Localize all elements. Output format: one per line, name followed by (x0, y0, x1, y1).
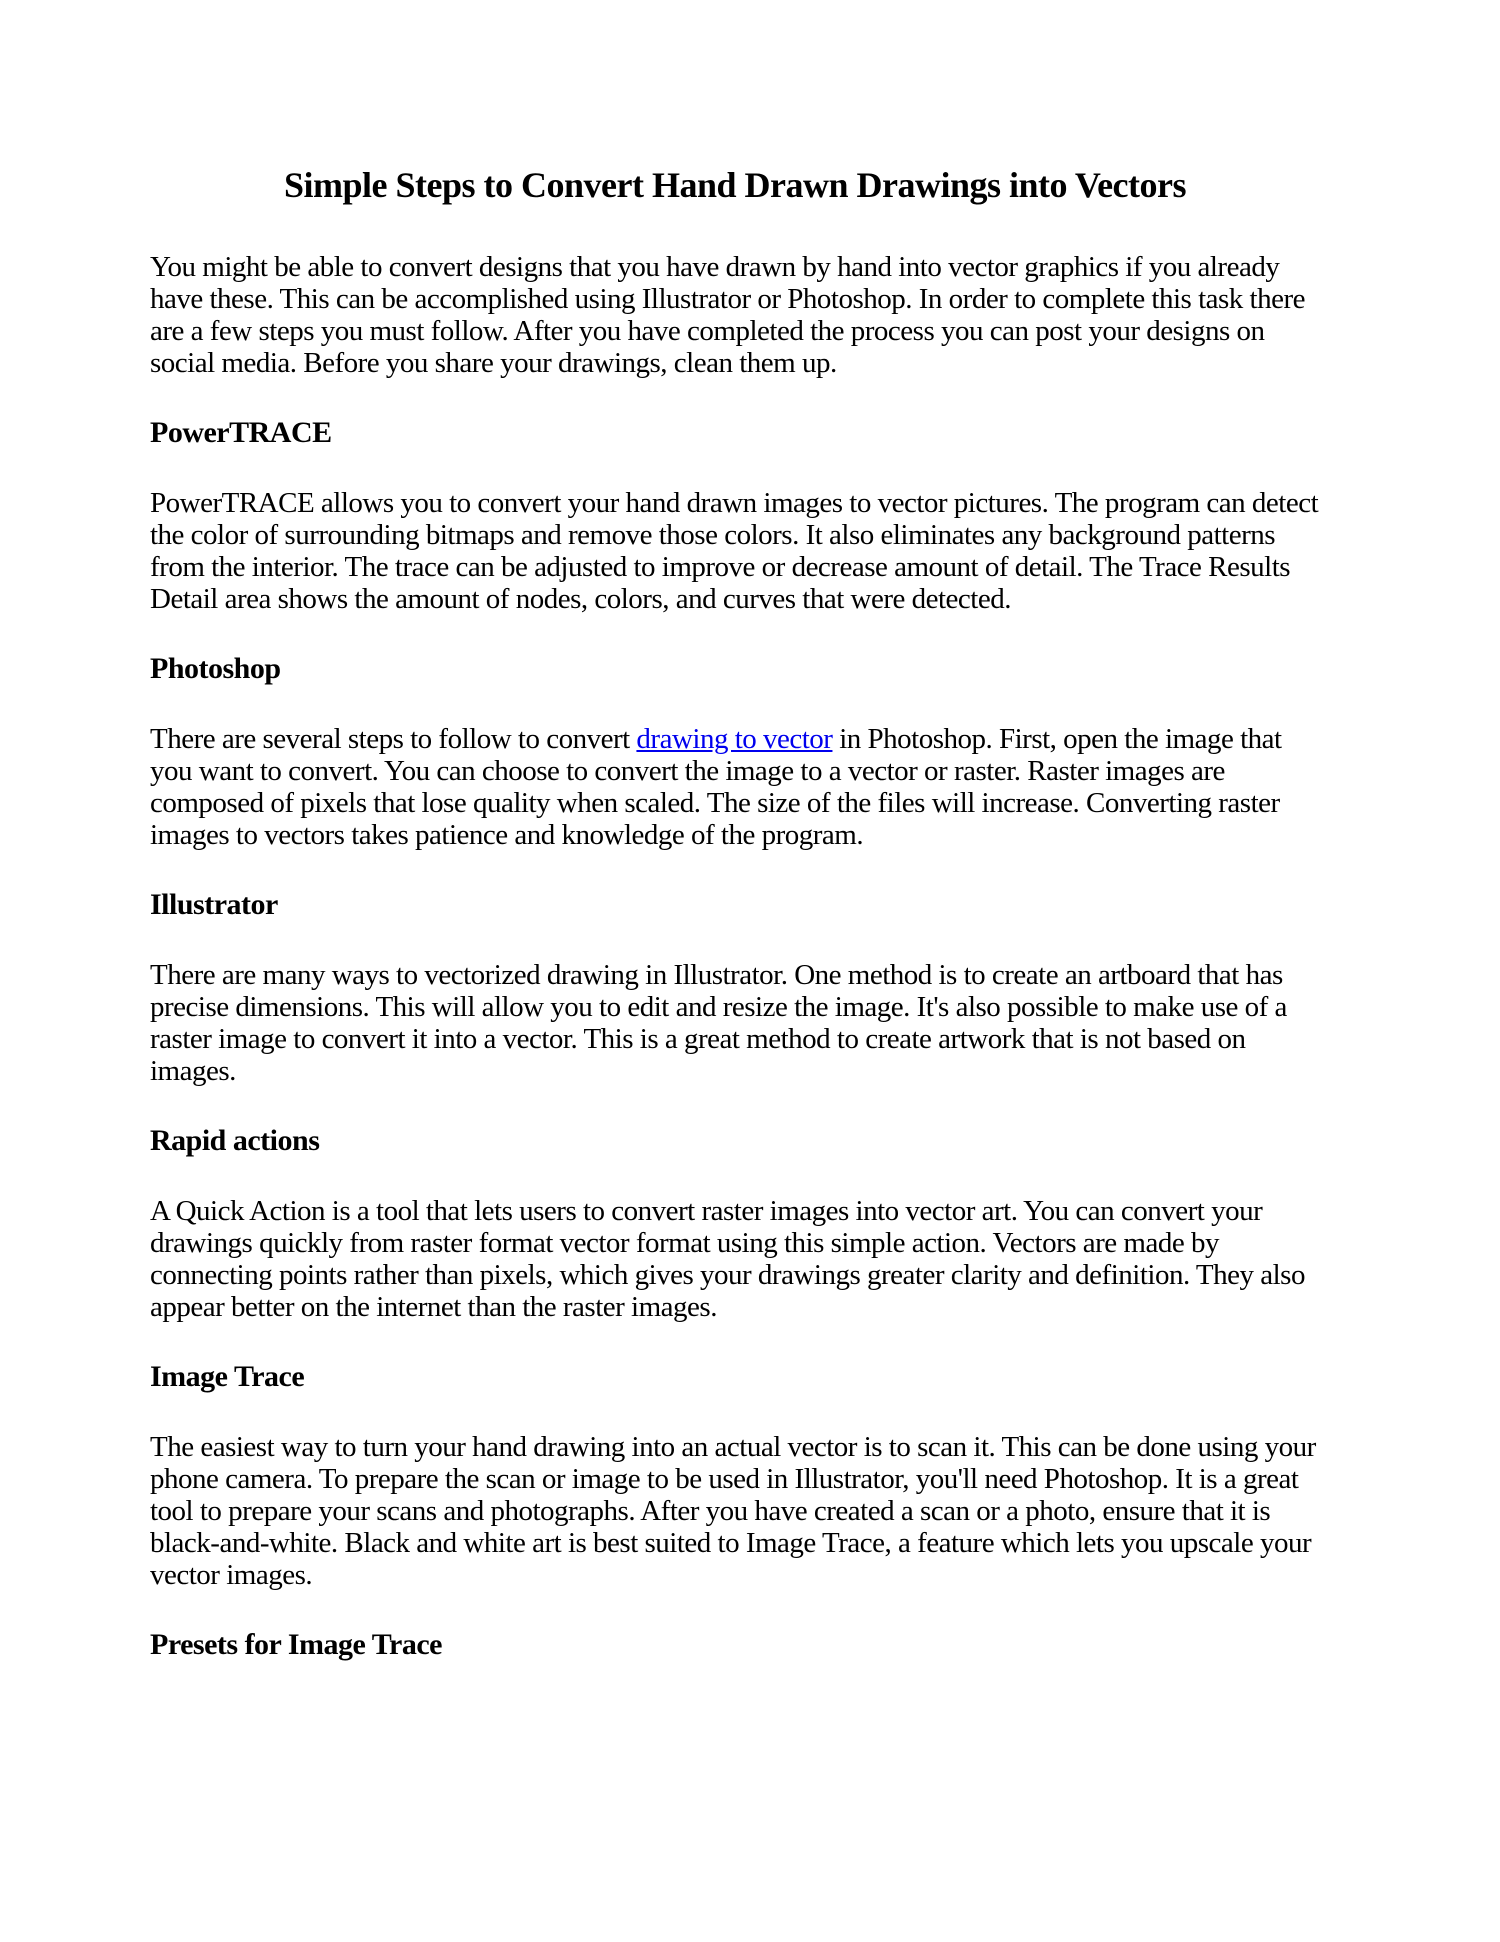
section-paragraph-image-trace: The easiest way to turn your hand drawing into an actual vector is to scan it. This can be done using your phone camera. To prepare the scan or image to be used in Illustrator, you'll need Photoshop. It is a great tool to prepare your scans and photographs. After you have created a scan or a photo, ensure that it is black-and-white. Black and white art is best suited to Image Trace, a feature which lets you upscale your vector images. (150, 1431, 1316, 1591)
drawing-to-vector-link[interactable]: drawing to vector (636, 723, 833, 755)
section-paragraph-powertrace: PowerTRACE allows you to convert your hand drawn images to vector pictures. The program can detect the color of surrounding bitmaps and remove those colors. It also eliminates any background patterns from the interior. The trace can be adjusted to improve or decrease amount of detail. The Trace Results Detail area shows the amount of nodes, colors, and curves that were detected. (150, 487, 1319, 615)
document-content (150, 163, 1320, 1699)
section-heading-powertrace: PowerTRACE (150, 416, 332, 449)
document-title: Simple Steps to Convert Hand Drawn Drawings into Vectors (283, 165, 1187, 205)
section-paragraph-photoshop (150, 723, 1320, 851)
section-heading-illustrator: Illustrator (150, 888, 278, 921)
section-paragraph-rapid-actions: A Quick Action is a tool that lets users to convert raster images into vector art. You can convert your drawings quickly from raster format vector format using this simple action. Vectors are made by connecting points rather than pixels, which gives your drawings greater clarity and definition. They also appear better on the internet than the raster images. (150, 1195, 1305, 1323)
photoshop-text-after-link: in Photoshop. First, open the image that you want to convert. You can choose to convert the image to a vector or raster. Raster images are composed of pixels that lose quality when scaled. The size of the files will increase. Converting raster images to vectors takes patience and knowledge of the program. (150, 723, 1282, 851)
intro-paragraph: You might be able to convert designs that you have drawn by hand into vector graphics if you already have these. This can be accomplished using Illustrator or Photoshop. In order to complete this task there are a few steps you must follow. After you have completed the process you can post your designs on social media. Before you share your drawings, clean them up. (150, 251, 1306, 379)
section-heading-photoshop: Photoshop (150, 652, 281, 685)
section-heading-rapid-actions: Rapid actions (150, 1124, 320, 1157)
section-heading-image-trace: Image Trace (150, 1360, 305, 1393)
section-paragraph-illustrator: There are many ways to vectorized drawing in Illustrator. One method is to create an artboard that has precise dimensions. This will allow you to edit and resize the image. It's also possible to make use of a raster image to convert it into a vector. This is a great method to create artwork that is not based on images. (150, 959, 1287, 1087)
section-heading-presets-for-image-trace: Presets for Image Trace (150, 1628, 443, 1661)
photoshop-text-before-link: There are several steps to follow to convert (150, 723, 637, 755)
